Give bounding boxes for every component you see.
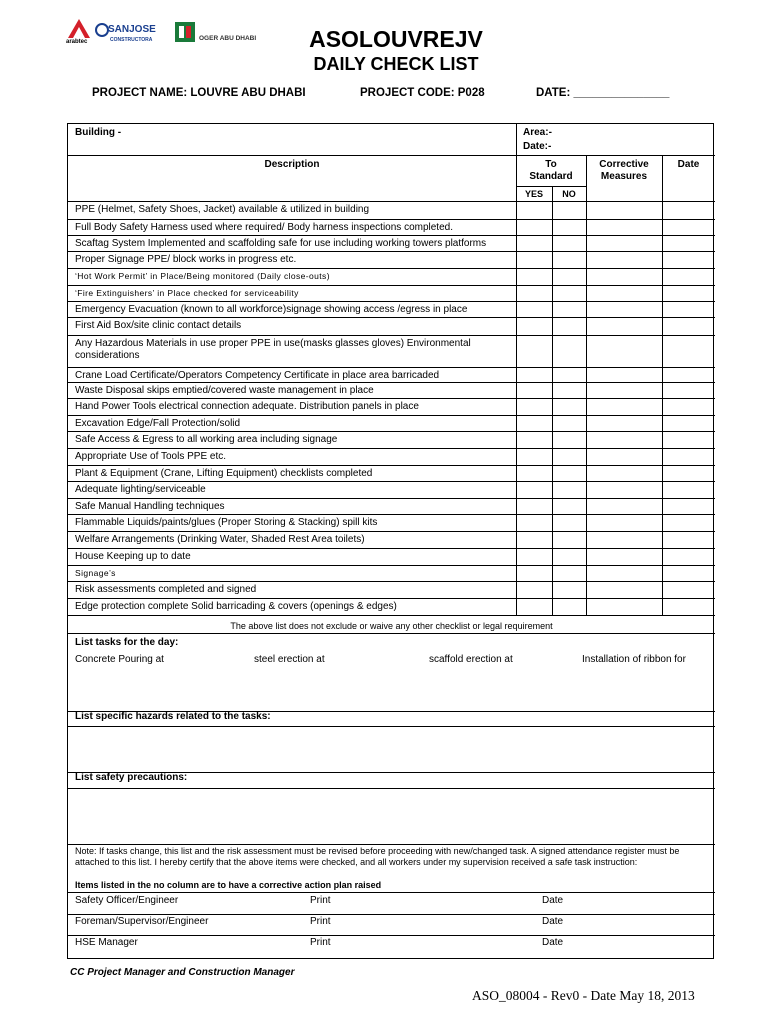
cc-line: CC Project Manager and Construction Manager <box>70 967 295 978</box>
item-date-cell[interactable] <box>663 252 714 267</box>
yes-cell[interactable] <box>517 416 551 430</box>
yes-cell[interactable] <box>517 399 551 414</box>
checklist-item: PPE (Helmet, Safety Shoes, Jacket) available & utilized in building <box>75 204 370 215</box>
corrective-cell[interactable] <box>587 202 661 218</box>
signature-print[interactable]: Print <box>310 916 331 927</box>
grid-line <box>516 186 586 187</box>
yes-cell[interactable] <box>517 449 551 464</box>
yes-cell[interactable] <box>517 318 551 334</box>
item-date-cell[interactable] <box>663 599 714 614</box>
no-cell[interactable] <box>553 532 585 547</box>
no-header: NO <box>562 189 576 199</box>
yes-cell[interactable] <box>517 532 551 547</box>
corrective-cell[interactable] <box>587 269 661 284</box>
document-title: ASOLOUVREJV <box>309 26 483 52</box>
signature-date[interactable]: Date <box>542 895 564 906</box>
item-date-cell[interactable] <box>663 566 714 580</box>
grid-line <box>68 892 715 893</box>
checklist-item: First Aid Box/site clinic contact details <box>75 320 242 331</box>
yes-cell[interactable] <box>517 302 551 316</box>
no-cell[interactable] <box>553 599 585 614</box>
arabtec-logo-text: arabtec <box>66 39 88 45</box>
yes-cell[interactable] <box>517 368 551 381</box>
description-header: Description <box>264 159 320 170</box>
corrective-cell[interactable] <box>587 252 661 267</box>
tasks-heading: List tasks for the day: <box>75 637 179 648</box>
yes-cell[interactable] <box>517 499 551 513</box>
task-entry[interactable]: steel erection at <box>254 654 325 665</box>
yes-cell[interactable] <box>517 220 551 234</box>
sanjose-logo-subtext: CONSTRUCTORA <box>110 37 153 43</box>
precautions-heading: List safety precautions: <box>75 772 188 783</box>
corrective-cell[interactable] <box>587 449 661 464</box>
item-date-cell[interactable] <box>663 236 714 250</box>
no-cell[interactable] <box>553 383 585 397</box>
standard-header: Standard <box>529 171 573 182</box>
no-cell[interactable] <box>553 482 585 497</box>
corrective-cell[interactable] <box>587 368 661 381</box>
no-cell[interactable] <box>553 515 585 530</box>
checklist-item: Waste Disposal skips emptied/covered waste management in place <box>75 385 374 396</box>
no-cell[interactable] <box>553 499 585 513</box>
checklist-item: Proper Signage PPE/ block works in progress etc. <box>75 254 297 265</box>
no-cell[interactable] <box>553 318 585 334</box>
corrective-cell[interactable] <box>587 482 661 497</box>
note-bold-text: Items listed in the no column are to have a corrective action plan raised <box>75 880 382 890</box>
yes-header: YES <box>524 189 543 199</box>
signature-date[interactable]: Date <box>542 916 564 927</box>
no-cell[interactable] <box>553 302 585 316</box>
grid-line <box>68 935 715 936</box>
yes-cell[interactable] <box>517 515 551 530</box>
project-name: PROJECT NAME: LOUVRE ABU DHABI <box>92 87 306 99</box>
no-cell[interactable] <box>553 220 585 234</box>
checklist-item: Flammable Liquids/paints/glues (Proper Storing & Stacking) spill kits <box>75 517 378 528</box>
item-date-cell[interactable] <box>663 302 714 316</box>
corrective-cell[interactable] <box>587 499 661 513</box>
checklist-item: ‘Fire Extinguishers’ in Place checked for serviceability <box>75 288 299 298</box>
item-date-cell[interactable] <box>663 318 714 334</box>
checklist-item: Safe Access & Egress to all working area including signage <box>75 434 338 445</box>
sanjose-logo-text: SANJOSE <box>108 24 156 35</box>
no-cell[interactable] <box>553 416 585 430</box>
no-cell[interactable] <box>553 202 585 218</box>
checklist-item: Appropriate Use of Tools PPE etc. <box>75 451 227 462</box>
building-label: Building - <box>75 127 122 138</box>
no-cell[interactable] <box>553 236 585 250</box>
area-label: Area:- <box>523 127 552 138</box>
no-cell[interactable] <box>553 566 585 580</box>
measures-header: Measures <box>600 171 648 182</box>
hazards-input-area[interactable] <box>68 726 713 772</box>
corrective-cell[interactable] <box>587 236 661 250</box>
to-header: To <box>545 159 557 170</box>
grid-line <box>68 844 715 845</box>
grid-line <box>68 155 715 156</box>
no-cell[interactable] <box>553 549 585 564</box>
corrective-cell[interactable] <box>587 383 661 397</box>
signature-role[interactable]: Safety Officer/Engineer <box>75 895 179 906</box>
yes-cell[interactable] <box>517 482 551 497</box>
item-date-cell[interactable] <box>663 582 714 597</box>
corrective-cell[interactable] <box>587 466 661 480</box>
project-code: PROJECT CODE: P028 <box>360 87 485 99</box>
yes-cell[interactable] <box>517 566 551 580</box>
item-date-cell[interactable] <box>663 416 714 430</box>
checklist-item: House Keeping up to date <box>75 551 191 562</box>
corrective-cell[interactable] <box>587 399 661 414</box>
checklist-item: Hand Power Tools electrical connection adequate. Distribution panels in place <box>75 401 419 412</box>
corrective-header: Corrective <box>599 159 649 170</box>
signature-role[interactable]: HSE Manager <box>75 937 138 948</box>
corrective-cell[interactable] <box>587 566 661 580</box>
yes-cell[interactable] <box>517 599 551 614</box>
corrective-cell[interactable] <box>587 549 661 564</box>
item-date-cell[interactable] <box>663 549 714 564</box>
no-cell[interactable] <box>553 582 585 597</box>
checklist-form <box>67 123 714 959</box>
corrective-cell[interactable] <box>587 432 661 447</box>
item-date-cell[interactable] <box>663 202 714 218</box>
checklist-item: Full Body Safety Harness used where required/ Body harness inspections completed. <box>75 222 453 233</box>
checklist-item: Signage’s <box>75 568 116 578</box>
yes-cell[interactable] <box>517 336 551 366</box>
checklist-item: Risk assessments completed and signed <box>75 584 257 595</box>
grid-line <box>68 914 715 915</box>
item-date-cell[interactable] <box>663 466 714 480</box>
no-cell[interactable] <box>553 269 585 284</box>
checklist-item: Excavation Edge/Fall Protection/solid <box>75 418 241 429</box>
yes-cell[interactable] <box>517 236 551 250</box>
yes-cell[interactable] <box>517 252 551 267</box>
grid-line <box>68 633 715 634</box>
corrective-cell[interactable] <box>587 318 661 334</box>
corrective-cell[interactable] <box>587 532 661 547</box>
signature-role[interactable]: Foreman/Supervisor/Engineer <box>75 916 209 927</box>
item-date-cell[interactable] <box>663 269 714 284</box>
item-date-cell[interactable] <box>663 532 714 547</box>
corrective-cell[interactable] <box>587 515 661 530</box>
checklist-item: Adequate lighting/serviceable <box>75 484 206 495</box>
corrective-cell[interactable] <box>587 220 661 234</box>
yes-cell[interactable] <box>517 269 551 284</box>
item-date-cell[interactable] <box>663 220 714 234</box>
item-date-cell[interactable] <box>663 368 714 381</box>
yes-cell[interactable] <box>517 582 551 597</box>
task-entry[interactable]: Concrete Pouring at <box>75 654 164 665</box>
date-header: Date <box>677 159 700 170</box>
document-subtitle: DAILY CHECK LIST <box>313 54 479 74</box>
yes-cell[interactable] <box>517 432 551 447</box>
no-cell[interactable] <box>553 399 585 414</box>
no-cell[interactable] <box>553 286 585 300</box>
no-cell[interactable] <box>553 449 585 464</box>
checklist-item: Any Hazardous Materials in use proper PPE in use(masks glasses gloves) Environmental considerations <box>75 338 471 361</box>
checklist-item: ‘Hot Work Permit’ in Place/Being monitored (Daily close-outs) <box>75 271 330 281</box>
item-date-cell[interactable] <box>663 383 714 397</box>
checklist-item: Edge protection complete Solid barricading & covers (openings & edges) <box>75 601 397 612</box>
checklist-item: Plant & Equipment (Crane, Lifting Equipment) checklists completed <box>75 468 373 479</box>
no-cell[interactable] <box>553 336 585 366</box>
checklist-item: Emergency Evacuation (known to all workforce)signage showing access /egress in place <box>75 304 468 315</box>
signature-print[interactable]: Print <box>310 937 331 948</box>
checklist-item: Crane Load Certificate/Operators Competency Certificate in place area barricaded <box>75 370 440 381</box>
no-cell[interactable] <box>553 432 585 447</box>
note-text: Note: If tasks change, this list and the risk assessment must be revised before proceeding with new/changed task. A signed attendance register must be attached to this list. I hereby certify that the above items were checked, and all workers under my supervision received a safe task instruction: <box>75 846 680 867</box>
checklist-item: Safe Manual Handling techniques <box>75 501 225 512</box>
item-date-cell[interactable] <box>663 499 714 513</box>
yes-cell[interactable] <box>517 286 551 300</box>
item-date-cell[interactable] <box>663 286 714 300</box>
corrective-cell[interactable] <box>587 302 661 316</box>
item-date-cell[interactable] <box>663 482 714 497</box>
signature-print[interactable]: Print <box>310 895 331 906</box>
item-date-cell[interactable] <box>663 515 714 530</box>
corrective-cell[interactable] <box>587 416 661 430</box>
date-field[interactable]: DATE: _______________ <box>536 87 670 99</box>
yes-cell[interactable] <box>517 202 551 218</box>
corrective-cell[interactable] <box>587 582 661 597</box>
oger-logo-text: OGER ABU DHABI <box>199 35 257 42</box>
document-reference: ASO_08004 - Rev0 - Date May 18, 2013 <box>472 988 695 1003</box>
item-date-cell[interactable] <box>663 432 714 447</box>
signature-date[interactable]: Date <box>542 937 564 948</box>
grid-line <box>68 615 715 616</box>
precautions-input-area[interactable] <box>68 788 713 844</box>
corrective-cell[interactable] <box>587 286 661 300</box>
no-cell[interactable] <box>553 466 585 480</box>
checklist-item: Scaftag System Implemented and scaffolding safe for use including working towers platforms <box>75 238 487 249</box>
hazards-heading: List specific hazards related to the tasks: <box>75 711 271 722</box>
yes-cell[interactable] <box>517 383 551 397</box>
header-date-label: Date:- <box>523 141 552 152</box>
item-date-cell[interactable] <box>663 449 714 464</box>
no-cell[interactable] <box>553 252 585 267</box>
yes-cell[interactable] <box>517 466 551 480</box>
task-entry[interactable]: Installation of ribbon for <box>582 654 686 665</box>
no-cell[interactable] <box>553 368 585 381</box>
disclaimer: The above list does not exclude or waive any other checklist or legal requirement <box>230 621 553 631</box>
checklist-item: Welfare Arrangements (Drinking Water, Shaded Rest Area toilets) <box>75 534 365 545</box>
yes-cell[interactable] <box>517 549 551 564</box>
corrective-cell[interactable] <box>587 336 661 366</box>
item-date-cell[interactable] <box>663 399 714 414</box>
item-date-cell[interactable] <box>663 336 714 366</box>
corrective-cell[interactable] <box>587 599 661 614</box>
task-entry[interactable]: scaffold erection at <box>429 654 513 665</box>
